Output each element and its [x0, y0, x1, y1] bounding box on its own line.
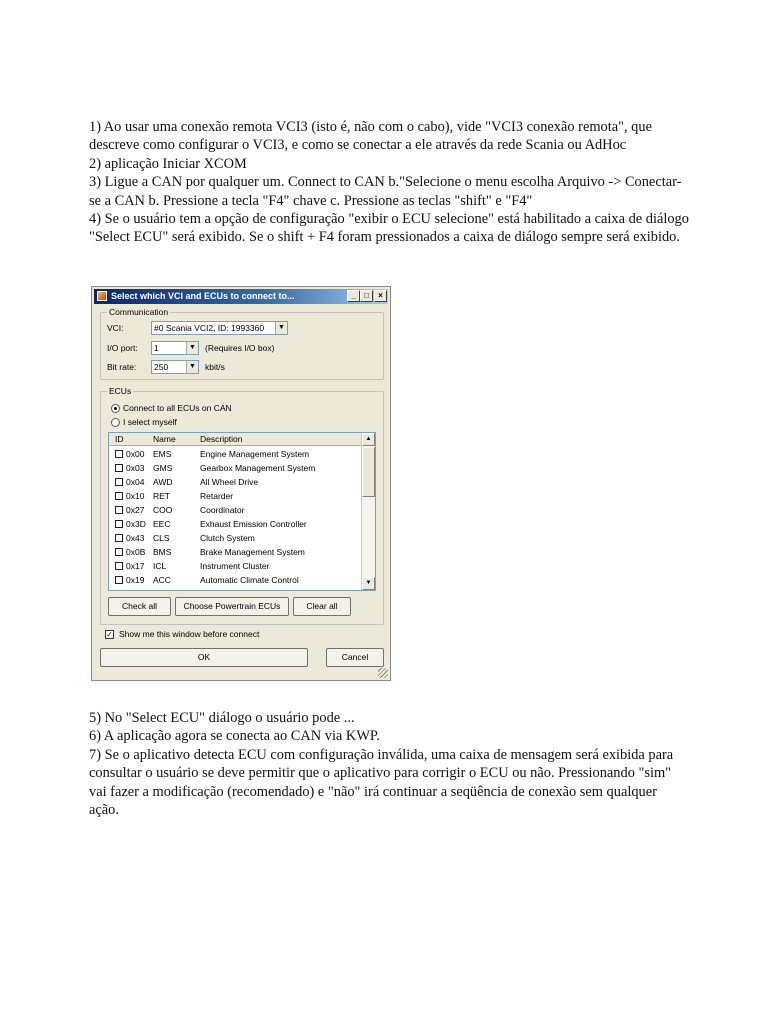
column-id[interactable]: ID [115, 434, 124, 444]
row-description: Engine Management System [200, 449, 310, 459]
row-id: 0x19 [126, 575, 145, 585]
row-name: AWD [153, 477, 173, 487]
scroll-thumb[interactable] [362, 447, 375, 497]
chevron-down-icon: ▼ [275, 322, 287, 334]
vci-value: #0 Scania VCI2, ID: 1993360 [154, 323, 265, 333]
close-button[interactable]: × [374, 290, 387, 302]
row-name: ICL [153, 561, 167, 571]
dialog-titlebar[interactable] [94, 289, 388, 304]
table-row[interactable] [109, 559, 361, 573]
table-row[interactable] [109, 573, 361, 587]
ecus-label: ECUs [109, 386, 132, 396]
row-checkbox[interactable] [115, 576, 123, 584]
paragraph-6: 6) A aplicação agora se conecta ao CAN via KWP. [89, 728, 380, 745]
table-row[interactable] [109, 447, 361, 461]
row-checkbox[interactable] [115, 478, 123, 486]
row-id: 0x43 [126, 533, 145, 543]
row-description: Instrument Cluster [200, 561, 270, 571]
ecu-list-scrollbar[interactable] [361, 433, 375, 590]
resize-grip-icon[interactable] [378, 668, 388, 678]
table-row[interactable] [109, 461, 361, 475]
ecu-list[interactable] [108, 432, 376, 591]
paragraph-5: 5) No "Select ECU" diálogo o usuário pode ... [89, 710, 355, 726]
instructions-bottom [89, 709, 689, 819]
row-id: 0x17 [126, 561, 145, 571]
row-description: Gearbox Management System [200, 463, 316, 473]
radio-connect-all[interactable] [111, 404, 120, 413]
row-name: ACC [153, 575, 171, 585]
check-all-button[interactable]: Check all [108, 597, 171, 616]
chevron-down-icon: ▼ [186, 342, 198, 354]
communication-group [100, 307, 384, 380]
radio-select-myself-label: I select myself [123, 417, 177, 427]
table-row[interactable] [109, 531, 361, 545]
row-checkbox[interactable] [115, 450, 123, 458]
row-description: Automatic Climate Control [200, 575, 299, 585]
table-row[interactable] [109, 475, 361, 489]
row-id: 0x04 [126, 477, 145, 487]
row-description: Clutch System [200, 533, 255, 543]
row-id: 0x0B [126, 547, 146, 557]
row-id: 0x00 [126, 449, 145, 459]
row-name: GMS [153, 463, 173, 473]
show-window-checkbox[interactable]: ✓ [106, 630, 113, 639]
instructions-top [89, 118, 689, 247]
io-port-select[interactable] [151, 341, 199, 355]
radio-connect-all-label: Connect to all ECUs on CAN [123, 403, 232, 413]
row-checkbox[interactable] [115, 534, 123, 542]
io-port-label: I/O port: [107, 343, 138, 353]
show-window-label: Show me this window before connect [119, 629, 260, 639]
paragraph-3: 3) Ligue a CAN por qualquer um. Connect to CAN b."Selecione o menu escolha Arquivo -> Conectar-se a CAN b. Pressione a tecla "F4" chave c. Pressione as teclas "shift" e "F4" [89, 174, 682, 209]
bitrate-value: 250 [154, 362, 169, 372]
paragraph-1: 1) Ao usar uma conexão remota VCI3 (isto é, não com o cabo), vide "VCI3 conexão remota", que descreve como configurar o VCI3, e como se conectar a ele através da rede Scania ou AdHoc [89, 119, 652, 154]
table-row[interactable] [109, 545, 361, 559]
paragraph-7: 7) Se o aplicativo detecta ECU com configuração inválida, uma caixa de mensagem será exibida para consultar o usuário se deve permitir que o aplicativo para corrigir o ECU ou não. Pressionando "sim" vai fazer a modificação (recomendado) e "não" irá continuar a seqüência de conexão sem qualquer ação. [89, 746, 674, 819]
row-checkbox[interactable] [115, 506, 123, 514]
io-port-value: 1 [154, 343, 159, 353]
minimize-button[interactable]: _ [347, 290, 360, 302]
choose-powertrain-button[interactable]: Choose Powertrain ECUs [175, 597, 289, 616]
row-checkbox[interactable] [115, 548, 123, 556]
row-name: EEC [153, 519, 171, 529]
bitrate-unit: kbit/s [205, 362, 225, 372]
row-description: Coordinator [200, 505, 245, 515]
ecu-list-header [109, 433, 361, 446]
scroll-down-icon[interactable]: ▼ [362, 577, 375, 590]
cancel-button[interactable]: Cancel [326, 648, 384, 667]
chevron-down-icon: ▼ [186, 361, 198, 373]
row-checkbox[interactable] [115, 520, 123, 528]
scroll-up-icon[interactable]: ▲ [362, 433, 375, 446]
row-checkbox[interactable] [115, 464, 123, 472]
row-checkbox[interactable] [115, 492, 123, 500]
column-name[interactable]: Name [153, 434, 176, 444]
row-name: BMS [153, 547, 172, 557]
row-description: Brake Management System [200, 547, 305, 557]
column-description[interactable]: Description [200, 434, 243, 444]
row-id: 0x27 [126, 505, 145, 515]
select-ecu-dialog [91, 286, 391, 681]
row-id: 0x10 [126, 491, 145, 501]
table-row[interactable] [109, 503, 361, 517]
row-description: Retarder [200, 491, 234, 501]
maximize-button[interactable]: □ [360, 290, 373, 302]
table-row[interactable] [109, 489, 361, 503]
clear-all-button[interactable]: Clear all [293, 597, 351, 616]
row-checkbox[interactable] [115, 562, 123, 570]
bitrate-select[interactable] [151, 360, 199, 374]
row-id: 0x3D [126, 519, 146, 529]
dialog-title: Select which VCI and ECUs to connect to... [111, 291, 295, 301]
row-name: RET [153, 491, 170, 501]
ok-button[interactable]: OK [100, 648, 308, 667]
bitrate-label: Bit rate: [107, 362, 137, 372]
row-id: 0x03 [126, 463, 145, 473]
row-description: Exhaust Emission Controller [200, 519, 307, 529]
row-description: All Wheel Drive [200, 477, 259, 487]
row-name: EMS [153, 449, 172, 459]
communication-label: Communication [109, 307, 169, 317]
io-port-note: (Requires I/O box) [205, 343, 275, 353]
vci-label: VCI: [107, 323, 124, 333]
vci-select[interactable] [151, 321, 288, 335]
row-name: COO [153, 505, 173, 515]
paragraph-2: 2) aplicação Iniciar XCOM [89, 155, 247, 172]
table-row[interactable] [109, 517, 361, 531]
row-name: CLS [153, 533, 170, 543]
app-icon [97, 291, 107, 301]
paragraph-4: 4) Se o usuário tem a opção de configuração "exibir o ECU selecione" está habilitado a caixa de diálogo "Select ECU" será exibido. Se o shift + F4 foram pressionados a caixa de diálogo sempre será exibido. [89, 211, 689, 246]
radio-select-myself[interactable] [111, 418, 120, 427]
